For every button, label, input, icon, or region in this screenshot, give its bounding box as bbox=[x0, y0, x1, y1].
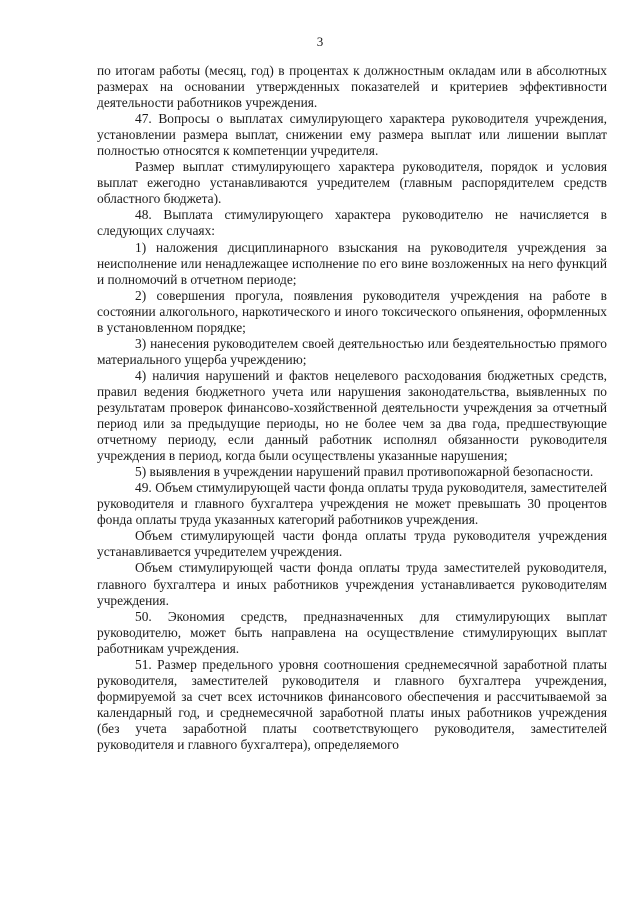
paragraph-49-deputies: Объем стимулирующей части фонда оплаты труда заместителей руководителя, главного бухгалтера и иных работников учреждения устанавливается руководителям учреждения. bbox=[97, 560, 607, 608]
paragraph-48: 48. Выплата стимулирующего характера руководителю не начисляется в следующих случаях: bbox=[97, 207, 607, 239]
paragraph-51: 51. Размер предельного уровня соотношения среднемесячной заработной платы руководителя, заместителей руководителя и главного бухгалтера учреждения, формируемой за счет всех источников финансового обеспечения и рассчитываемой за календарный год, и среднемесячной заработной платы иных работников учреждения (без учета заработной платы соответствующего руководителя, заместителей руководителя и главного бухгалтера), определяемого bbox=[97, 656, 607, 752]
paragraph-49-head: Объем стимулирующей части фонда оплаты труда руководителя учреждения устанавливается учредителем учреждения. bbox=[97, 528, 607, 560]
list-item-1: 1) наложения дисциплинарного взыскания на руководителя учреждения за неисполнение или ненадлежащее исполнение по его вине возложенных на него функций и полномочий в отчетном периоде; bbox=[97, 239, 607, 287]
list-item-5: 5) выявления в учреждении нарушений правил противопожарной безопасности. bbox=[135, 464, 594, 480]
paragraph-50: 50. Экономия средств, предназначенных для стимулирующих выплат руководителю, может быть направлена на осуществление стимулирующих выплат работникам учреждения. bbox=[97, 608, 607, 656]
paragraph-47-size: Размер выплат стимулирующего характера руководителя, порядок и условия выплат ежегодно устанавливаются учредителем (главным распорядителем средств областного бюджета). bbox=[97, 159, 607, 207]
list-item-3: 3) нанесения руководителем своей деятельностью или бездеятельностью прямого материального ущерба учреждению; bbox=[97, 335, 607, 367]
paragraph-49: 49. Объем стимулирующей части фонда оплаты труда руководителя, заместителей руководителя и главного бухгалтера учреждения не может превышать 30 процентов фонда оплаты труда указанных категорий работников учреждения. bbox=[97, 480, 607, 528]
document-body bbox=[97, 63, 607, 753]
page-number: 3 bbox=[316, 34, 324, 49]
list-item-2: 2) совершения прогула, появления руководителя учреждения на работе в состоянии алкогольного, наркотического и иного токсического опьянения, оформленных в установленном порядке; bbox=[97, 287, 607, 335]
paragraph-47: 47. Вопросы о выплатах симулирующего характера руководителя учреждения, установлении размера выплат, снижении ему размера выплат или лишении выплат полностью относятся к компетенции учредителя. bbox=[97, 111, 607, 159]
list-item-4: 4) наличия нарушений и фактов нецелевого расходования бюджетных средств, правил ведения бюджетного учета или нарушения законодательства, выявленных по результатам проверок финансово-хозяйственной деятельности учреждения за отчетный период или за предыдущие периоды, но не более чем за два года, предшествующие отчетному периоду, если данный работник исполнял обязанности руководителя учреждения в период, когда были осуществлены указанные нарушения; bbox=[97, 367, 607, 464]
paragraph-continuation: по итогам работы (месяц, год) в процентах к должностным окладам или в абсолютных размерах на основании утвержденных показателей и критериев эффективности деятельности работников учреждения. bbox=[97, 63, 607, 111]
